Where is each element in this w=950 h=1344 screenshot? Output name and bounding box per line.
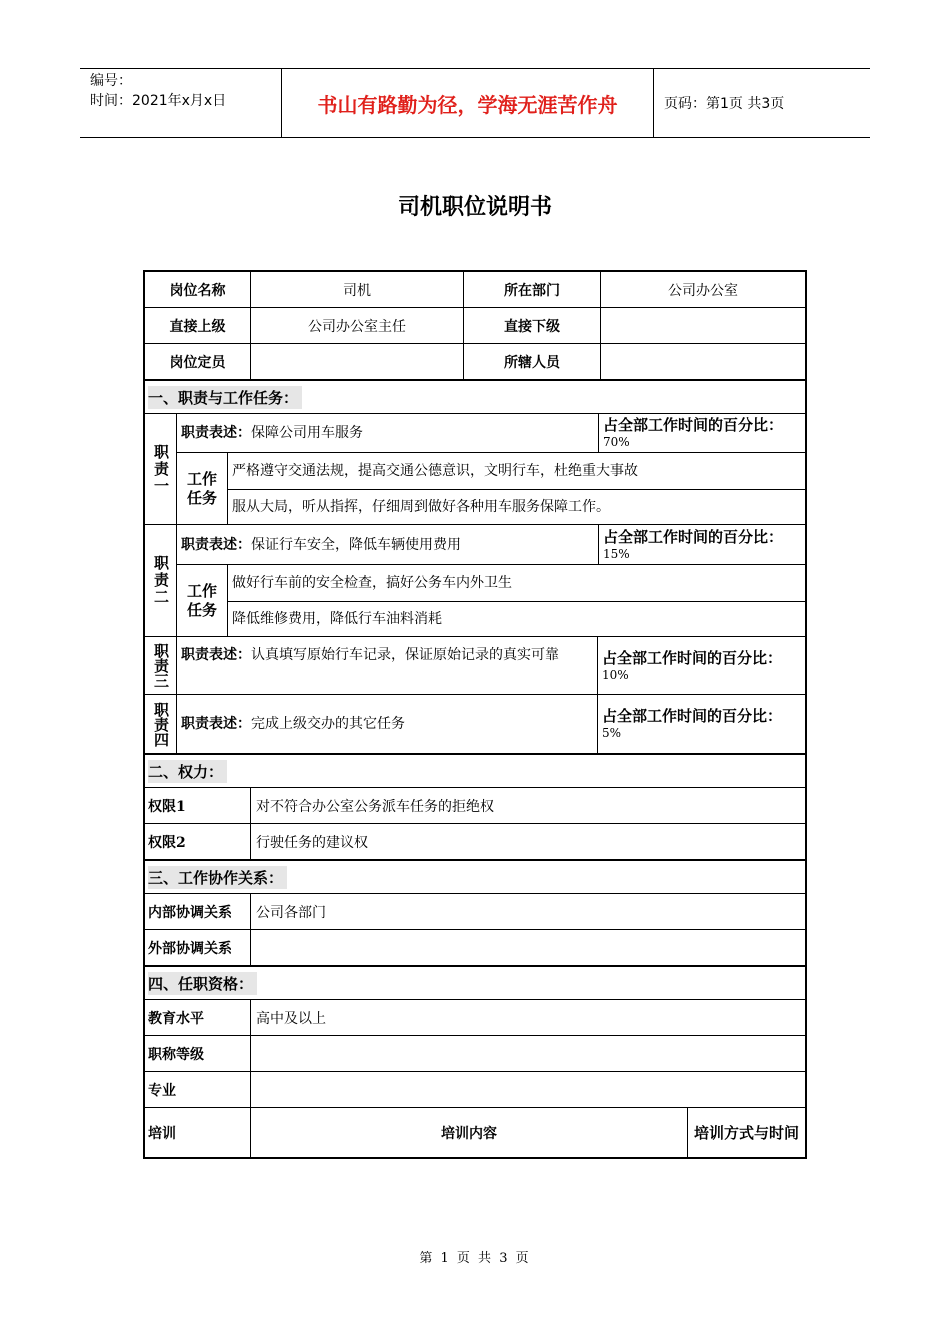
document-header xyxy=(80,68,870,138)
duty-3-pct-value: 10% xyxy=(602,667,629,682)
internal-relation-label: 内部协调关系 xyxy=(148,904,232,921)
page-title: 司机职位说明书 xyxy=(397,195,552,220)
subordinate-value xyxy=(600,308,805,343)
qual-row-2 xyxy=(145,1035,805,1071)
external-relation-label: 外部协调关系 xyxy=(148,940,232,957)
duty-3-label xyxy=(145,637,176,694)
duty-2 xyxy=(145,524,805,636)
duty-4-pct xyxy=(597,695,805,753)
duty-1-pct-label: 占全部工作时间的百分比： xyxy=(603,416,784,434)
duty-2-desc-key: 职责表述： xyxy=(181,536,251,553)
duty-1-pct-value: 70% xyxy=(603,435,630,449)
duty-4-desc: 完成上级交办的其它任务 xyxy=(251,716,405,732)
section-qualification-heading xyxy=(145,965,805,999)
duty-2-pct-value: 15% xyxy=(603,546,630,561)
superior-value: 公司办公室主任 xyxy=(250,308,463,343)
duty-2-pct-label: 占全部工作时间的百分比： xyxy=(603,527,784,546)
training-row xyxy=(145,1107,805,1157)
duty-1-task-1: 严格遵守交通法规，提高交通公德意识，文明行车，杜绝重大事故 xyxy=(232,463,638,479)
authority-1-label: 权限1 xyxy=(148,798,186,815)
section-collaboration-heading xyxy=(145,859,805,893)
major-label: 专业 xyxy=(148,1082,176,1099)
basic-row-1 xyxy=(145,272,805,307)
staff-label: 所辖人员 xyxy=(463,344,600,379)
duty-4-label xyxy=(145,695,176,753)
basic-row-2 xyxy=(145,307,805,343)
doc-number-label: 编号： xyxy=(90,73,132,89)
section-duties-heading xyxy=(145,379,805,413)
internal-relation-value: 公司各部门 xyxy=(250,894,805,929)
collab-row-1 xyxy=(145,893,805,929)
duty-2-task-label xyxy=(177,565,227,636)
section-qualification-title: 四、任职资格： xyxy=(148,972,257,995)
authority-2-label: 权限2 xyxy=(148,834,186,851)
header-motto: 书山有路勤为径，学海无涯苦作舟 xyxy=(282,69,654,137)
job-description-table xyxy=(143,270,807,1159)
header-page-info: 页码：第1页 共3页 xyxy=(664,96,785,112)
basic-row-3 xyxy=(145,343,805,379)
title-level-value xyxy=(250,1036,805,1071)
duty-2-desc-row xyxy=(177,525,805,564)
duty-2-task-label-text: 工作任务 xyxy=(186,581,217,619)
duty-1-label xyxy=(145,414,176,524)
training-method-label: 培训方式与时间 xyxy=(687,1108,805,1157)
duty-4-pct-label: 占全部工作时间的百分比： xyxy=(602,707,783,725)
duty-4 xyxy=(145,694,805,753)
position-name-value: 司机 xyxy=(250,272,463,307)
duty-2-desc: 保证行车安全，降低车辆使用费用 xyxy=(251,536,461,553)
duty-1-task-label-text: 工作任务 xyxy=(186,469,217,507)
major-value xyxy=(250,1072,805,1107)
duty-1-label-text: 职责一 xyxy=(152,443,170,495)
department-label: 所在部门 xyxy=(463,272,600,307)
section-duties-title: 一、职责与工作任务： xyxy=(148,386,302,409)
qual-row-3 xyxy=(145,1071,805,1107)
authority-row-2 xyxy=(145,823,805,859)
duty-2-label-text: 职责二 xyxy=(152,555,170,606)
doc-time-label: 时间：2021年x月x日 xyxy=(90,93,227,109)
duty-4-label-text: 职责四 xyxy=(152,701,170,747)
duty-3-label-text: 职责三 xyxy=(152,643,170,688)
header-meta xyxy=(80,69,282,137)
authority-1-value: 对不符合办公室公务派车任务的拒绝权 xyxy=(250,788,805,823)
duty-4-pct-value: 5% xyxy=(602,726,622,740)
duty-2-pct xyxy=(598,525,805,564)
collab-row-2 xyxy=(145,929,805,965)
section-authority-heading xyxy=(145,753,805,787)
duty-2-task-1: 做好行车前的安全检查，搞好公务车内外卫生 xyxy=(232,575,512,591)
qual-row-1 xyxy=(145,999,805,1035)
staff-value xyxy=(600,344,805,379)
title-level-label: 职称等级 xyxy=(148,1046,204,1063)
headcount-label: 岗位定员 xyxy=(169,354,226,371)
duty-1 xyxy=(145,413,805,524)
authority-2-value: 行驶任务的建议权 xyxy=(250,824,805,859)
duty-3-pct xyxy=(597,637,805,694)
duty-1-desc: 保障公司用车服务 xyxy=(251,425,363,441)
education-label: 教育水平 xyxy=(148,1010,204,1027)
duty-4-desc-cell xyxy=(176,695,597,753)
superior-label: 直接上级 xyxy=(169,318,226,335)
duty-1-desc-row xyxy=(177,414,805,452)
duty-3 xyxy=(145,636,805,694)
duty-4-desc-key: 职责表述： xyxy=(181,716,251,732)
duty-2-task-2: 降低维修费用，降低行车油料消耗 xyxy=(228,601,805,636)
authority-row-1 xyxy=(145,787,805,823)
section-collaboration-title: 三、工作协作关系： xyxy=(148,866,287,889)
duty-3-pct-label: 占全部工作时间的百分比： xyxy=(602,648,783,667)
training-label: 培训 xyxy=(148,1125,176,1142)
duty-3-desc-cell xyxy=(176,637,597,694)
duty-1-pct xyxy=(598,414,805,452)
department-value: 公司办公室 xyxy=(600,272,805,307)
external-relation-value xyxy=(250,930,805,965)
duty-2-label xyxy=(145,525,176,636)
section-authority-title: 二、权力： xyxy=(148,760,227,783)
duty-1-task-2: 服从大局，听从指挥，仔细周到做好各种用车服务保障工作。 xyxy=(228,489,805,524)
headcount-value xyxy=(250,344,463,379)
duty-1-desc-key: 职责表述： xyxy=(181,425,251,441)
duty-3-desc: 认真填写原始行车记录，保证原始记录的真实可靠 xyxy=(251,647,559,663)
position-name-label: 岗位名称 xyxy=(169,282,226,299)
education-value: 高中及以上 xyxy=(250,1000,805,1035)
duty-1-task-label xyxy=(177,453,227,524)
duty-3-desc-key: 职责表述： xyxy=(181,647,251,663)
page-footer: 第 1 页 共 3 页 xyxy=(419,1251,531,1266)
subordinate-label: 直接下级 xyxy=(463,308,600,343)
training-content-label: 培训内容 xyxy=(250,1108,687,1157)
